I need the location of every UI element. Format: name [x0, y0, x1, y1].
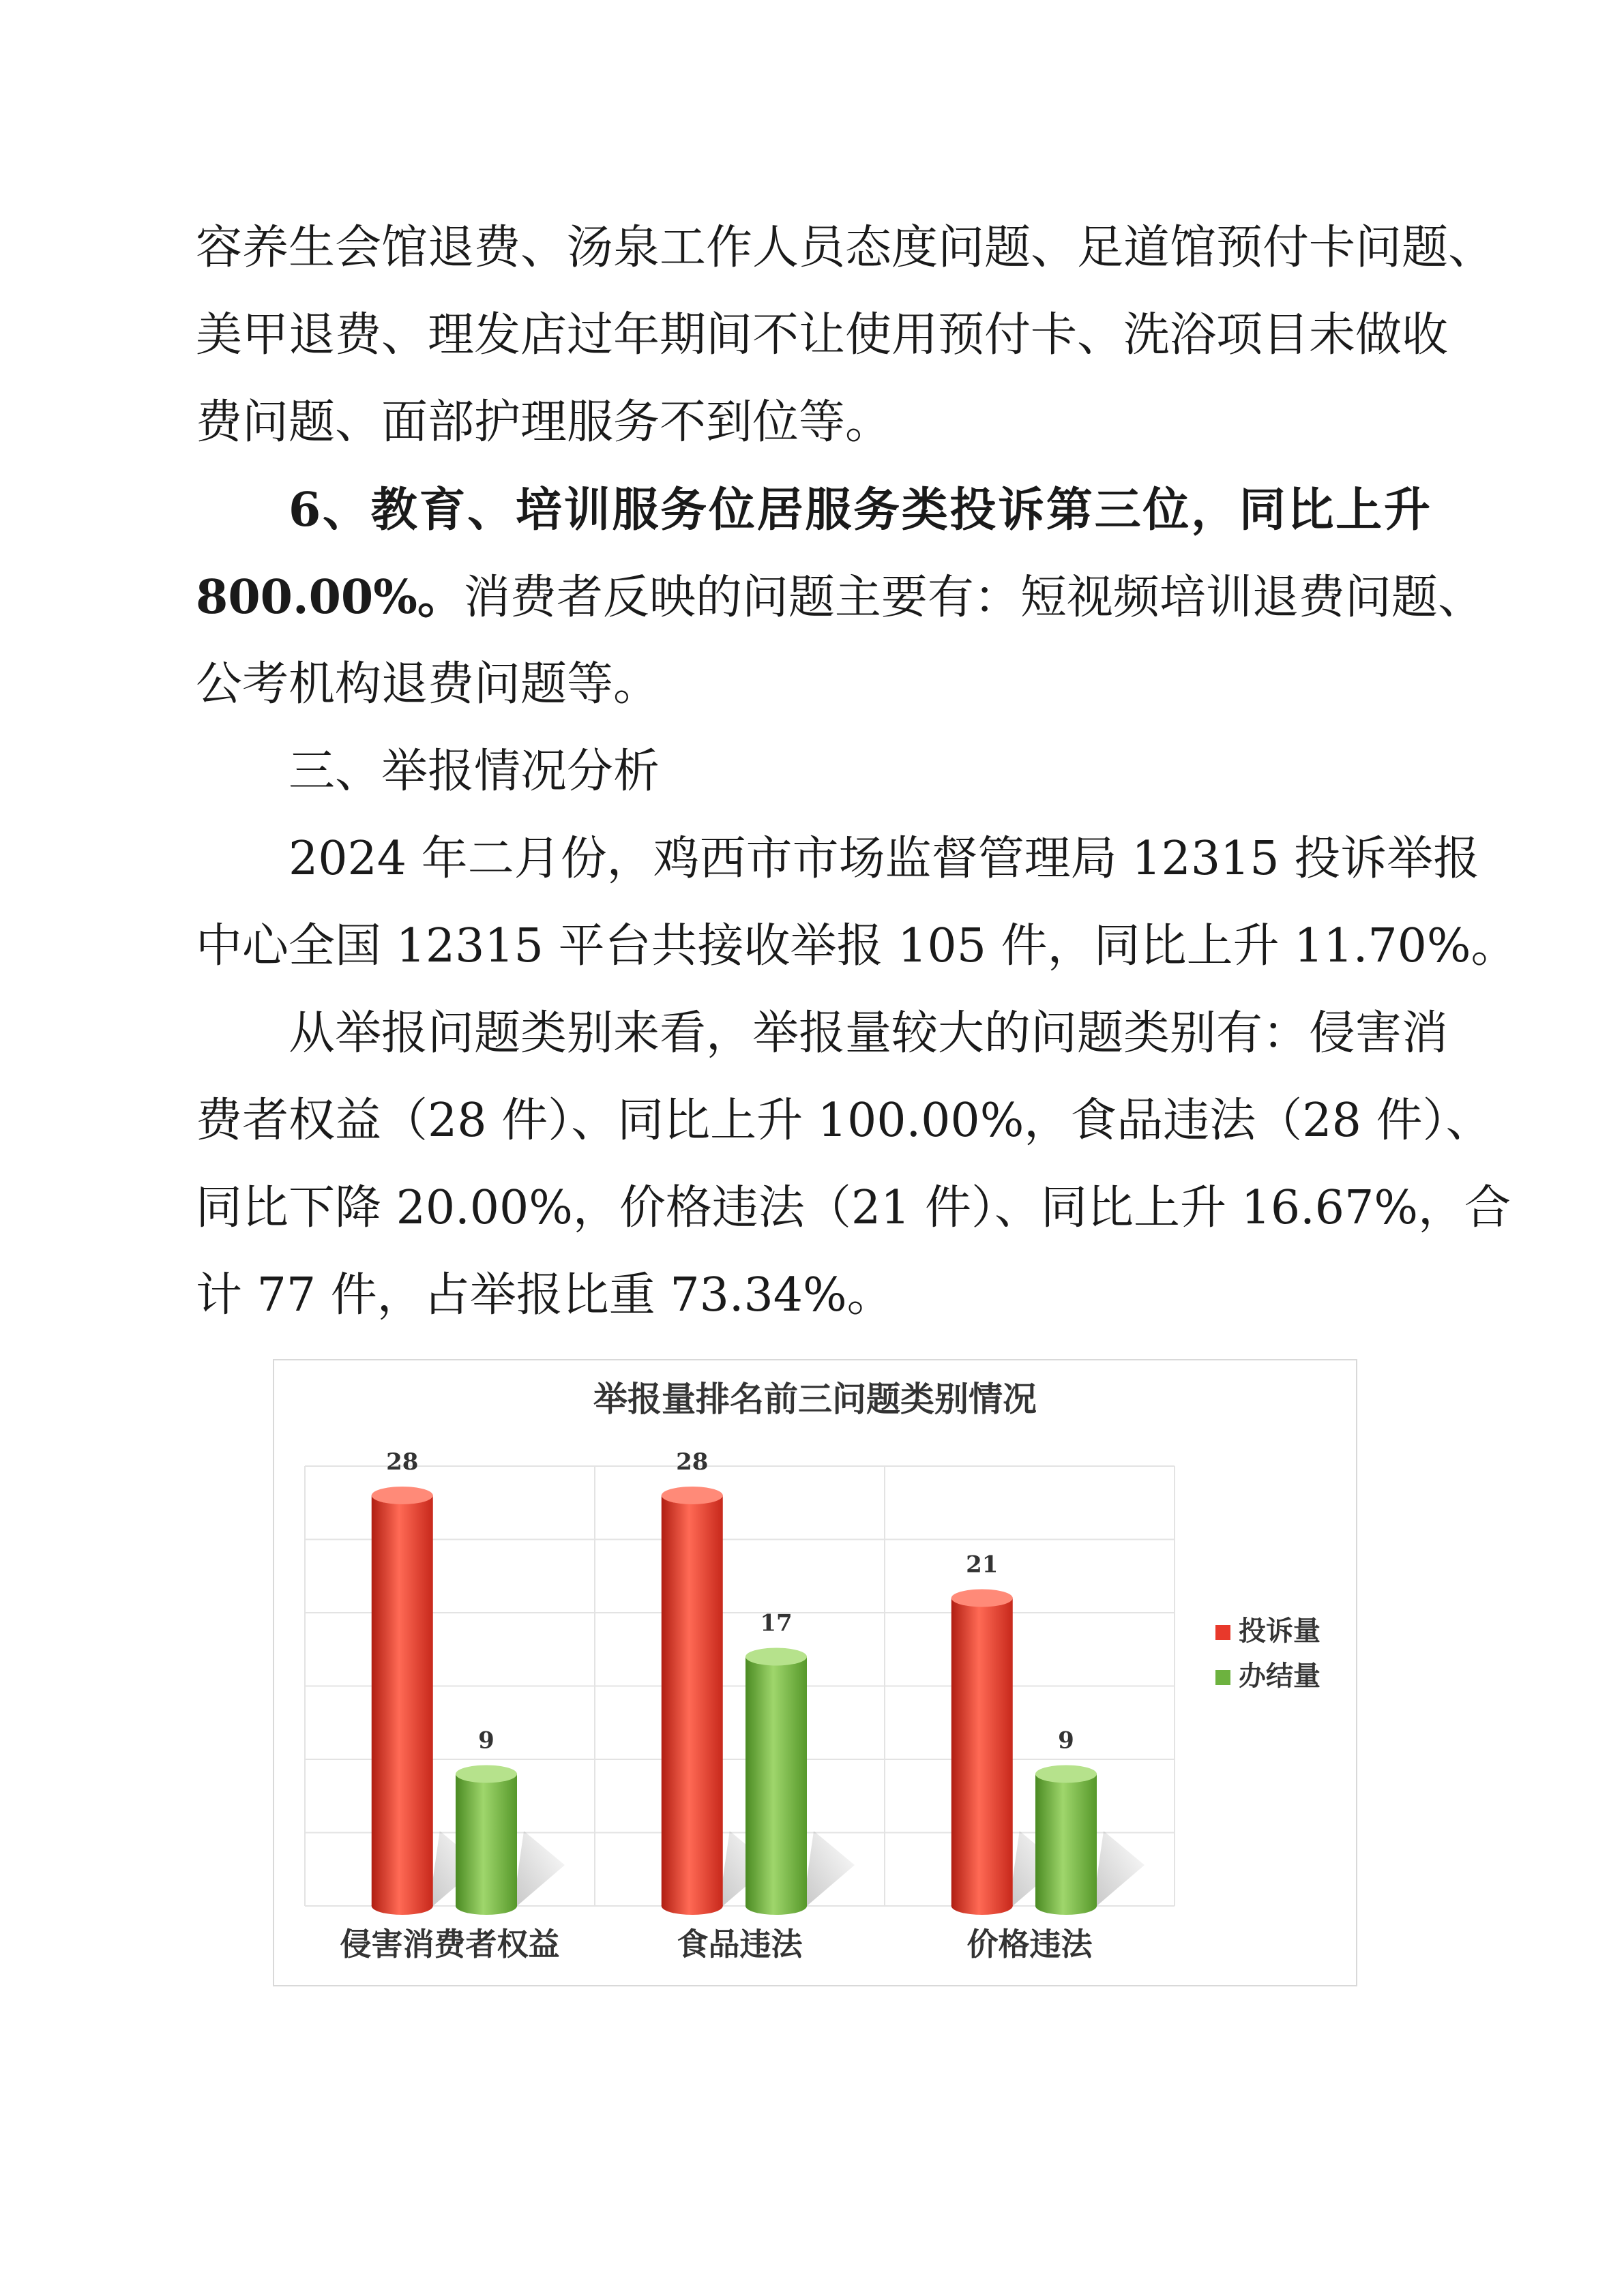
legend-swatch	[1215, 1625, 1230, 1640]
bar-base	[951, 1897, 1013, 1915]
paragraph-line: 同比下降 20.00%，价格违法（21 件）、同比上升 16.67%，合	[196, 1181, 1511, 1235]
bar-top	[745, 1648, 807, 1666]
category-label: 侵害消费者权益	[340, 1926, 560, 1963]
bar-resolved	[1035, 1774, 1097, 1907]
paragraph-line: 从举报问题类别来看，举报量较大的问题类别有：侵害消	[289, 1007, 1449, 1060]
bold-percent: 800.00%。	[196, 570, 464, 625]
chart-legend	[1215, 1615, 1320, 1692]
paragraph-line: 费者权益（28 件）、同比上升 100.00%，食品违法（28 件）、	[196, 1094, 1492, 1148]
bar-shadow	[1097, 1831, 1145, 1906]
bar-resolved	[456, 1774, 517, 1907]
bar-top	[1035, 1765, 1097, 1783]
bar-base	[372, 1897, 433, 1915]
bar-complaint	[951, 1598, 1013, 1907]
paragraph-line-bold: 6、教育、培训服务位居服务类投诉第三位，同比上升	[289, 483, 1430, 537]
bar-base	[745, 1897, 807, 1915]
chart-container	[273, 1359, 1357, 1986]
data-label: 9	[478, 1727, 494, 1755]
paragraph-line: 美甲退费、理发店过年期间不让使用预付卡、洗浴项目未做收	[196, 308, 1449, 362]
bar-complaint	[372, 1495, 433, 1906]
bar-top	[951, 1590, 1013, 1607]
paragraph-line: 费问题、面部护理服务不到位等。	[196, 396, 892, 449]
data-label: 9	[1058, 1727, 1074, 1755]
category-label: 价格违法	[966, 1926, 1093, 1963]
bar-top	[456, 1765, 517, 1783]
data-label: 28	[676, 1448, 709, 1476]
paragraph-line: 中心全国 12315 平台共接收举报 105 件，同比上升 11.70%。	[196, 919, 1518, 973]
paragraph-line: 2024 年二月份，鸡西市市场监督管理局 12315 投诉举报	[289, 832, 1480, 886]
bar-complaint	[662, 1495, 723, 1906]
legend-label: 投诉量	[1239, 1615, 1320, 1647]
paragraph-line: 计 77 件，占举报比重 73.34%。	[196, 1268, 894, 1322]
bar-chart	[274, 1360, 1356, 1985]
bar-base	[456, 1897, 517, 1915]
paragraph-line: 容养生会馆退费、汤泉工作人员态度问题、足道馆预付卡问题、	[196, 221, 1495, 275]
bar-shadow	[807, 1831, 855, 1906]
legend-label: 办结量	[1239, 1660, 1320, 1692]
chart-title: 举报量排名前三问题类别情况	[593, 1379, 1037, 1419]
bar-shadow	[517, 1831, 565, 1906]
bar-base	[1035, 1897, 1097, 1915]
bar-top	[662, 1487, 723, 1504]
data-label: 28	[386, 1448, 419, 1476]
category-label: 食品违法	[677, 1926, 803, 1963]
bar-top	[372, 1487, 433, 1504]
paragraph-line: 公考机构退费问题等。	[196, 657, 660, 711]
bar-base	[662, 1897, 723, 1915]
bar-resolved	[745, 1657, 807, 1907]
paragraph-text: 消费者反映的问题主要有：短视频培训退费问题、	[463, 571, 1484, 625]
section-heading: 三、举报情况分析	[289, 745, 660, 799]
legend-swatch	[1215, 1670, 1230, 1685]
paragraph-line	[196, 554, 1484, 641]
document-body	[196, 205, 1518, 1339]
chart-marks	[340, 1448, 1145, 1963]
data-label: 21	[966, 1551, 999, 1579]
data-label: 17	[760, 1609, 793, 1637]
